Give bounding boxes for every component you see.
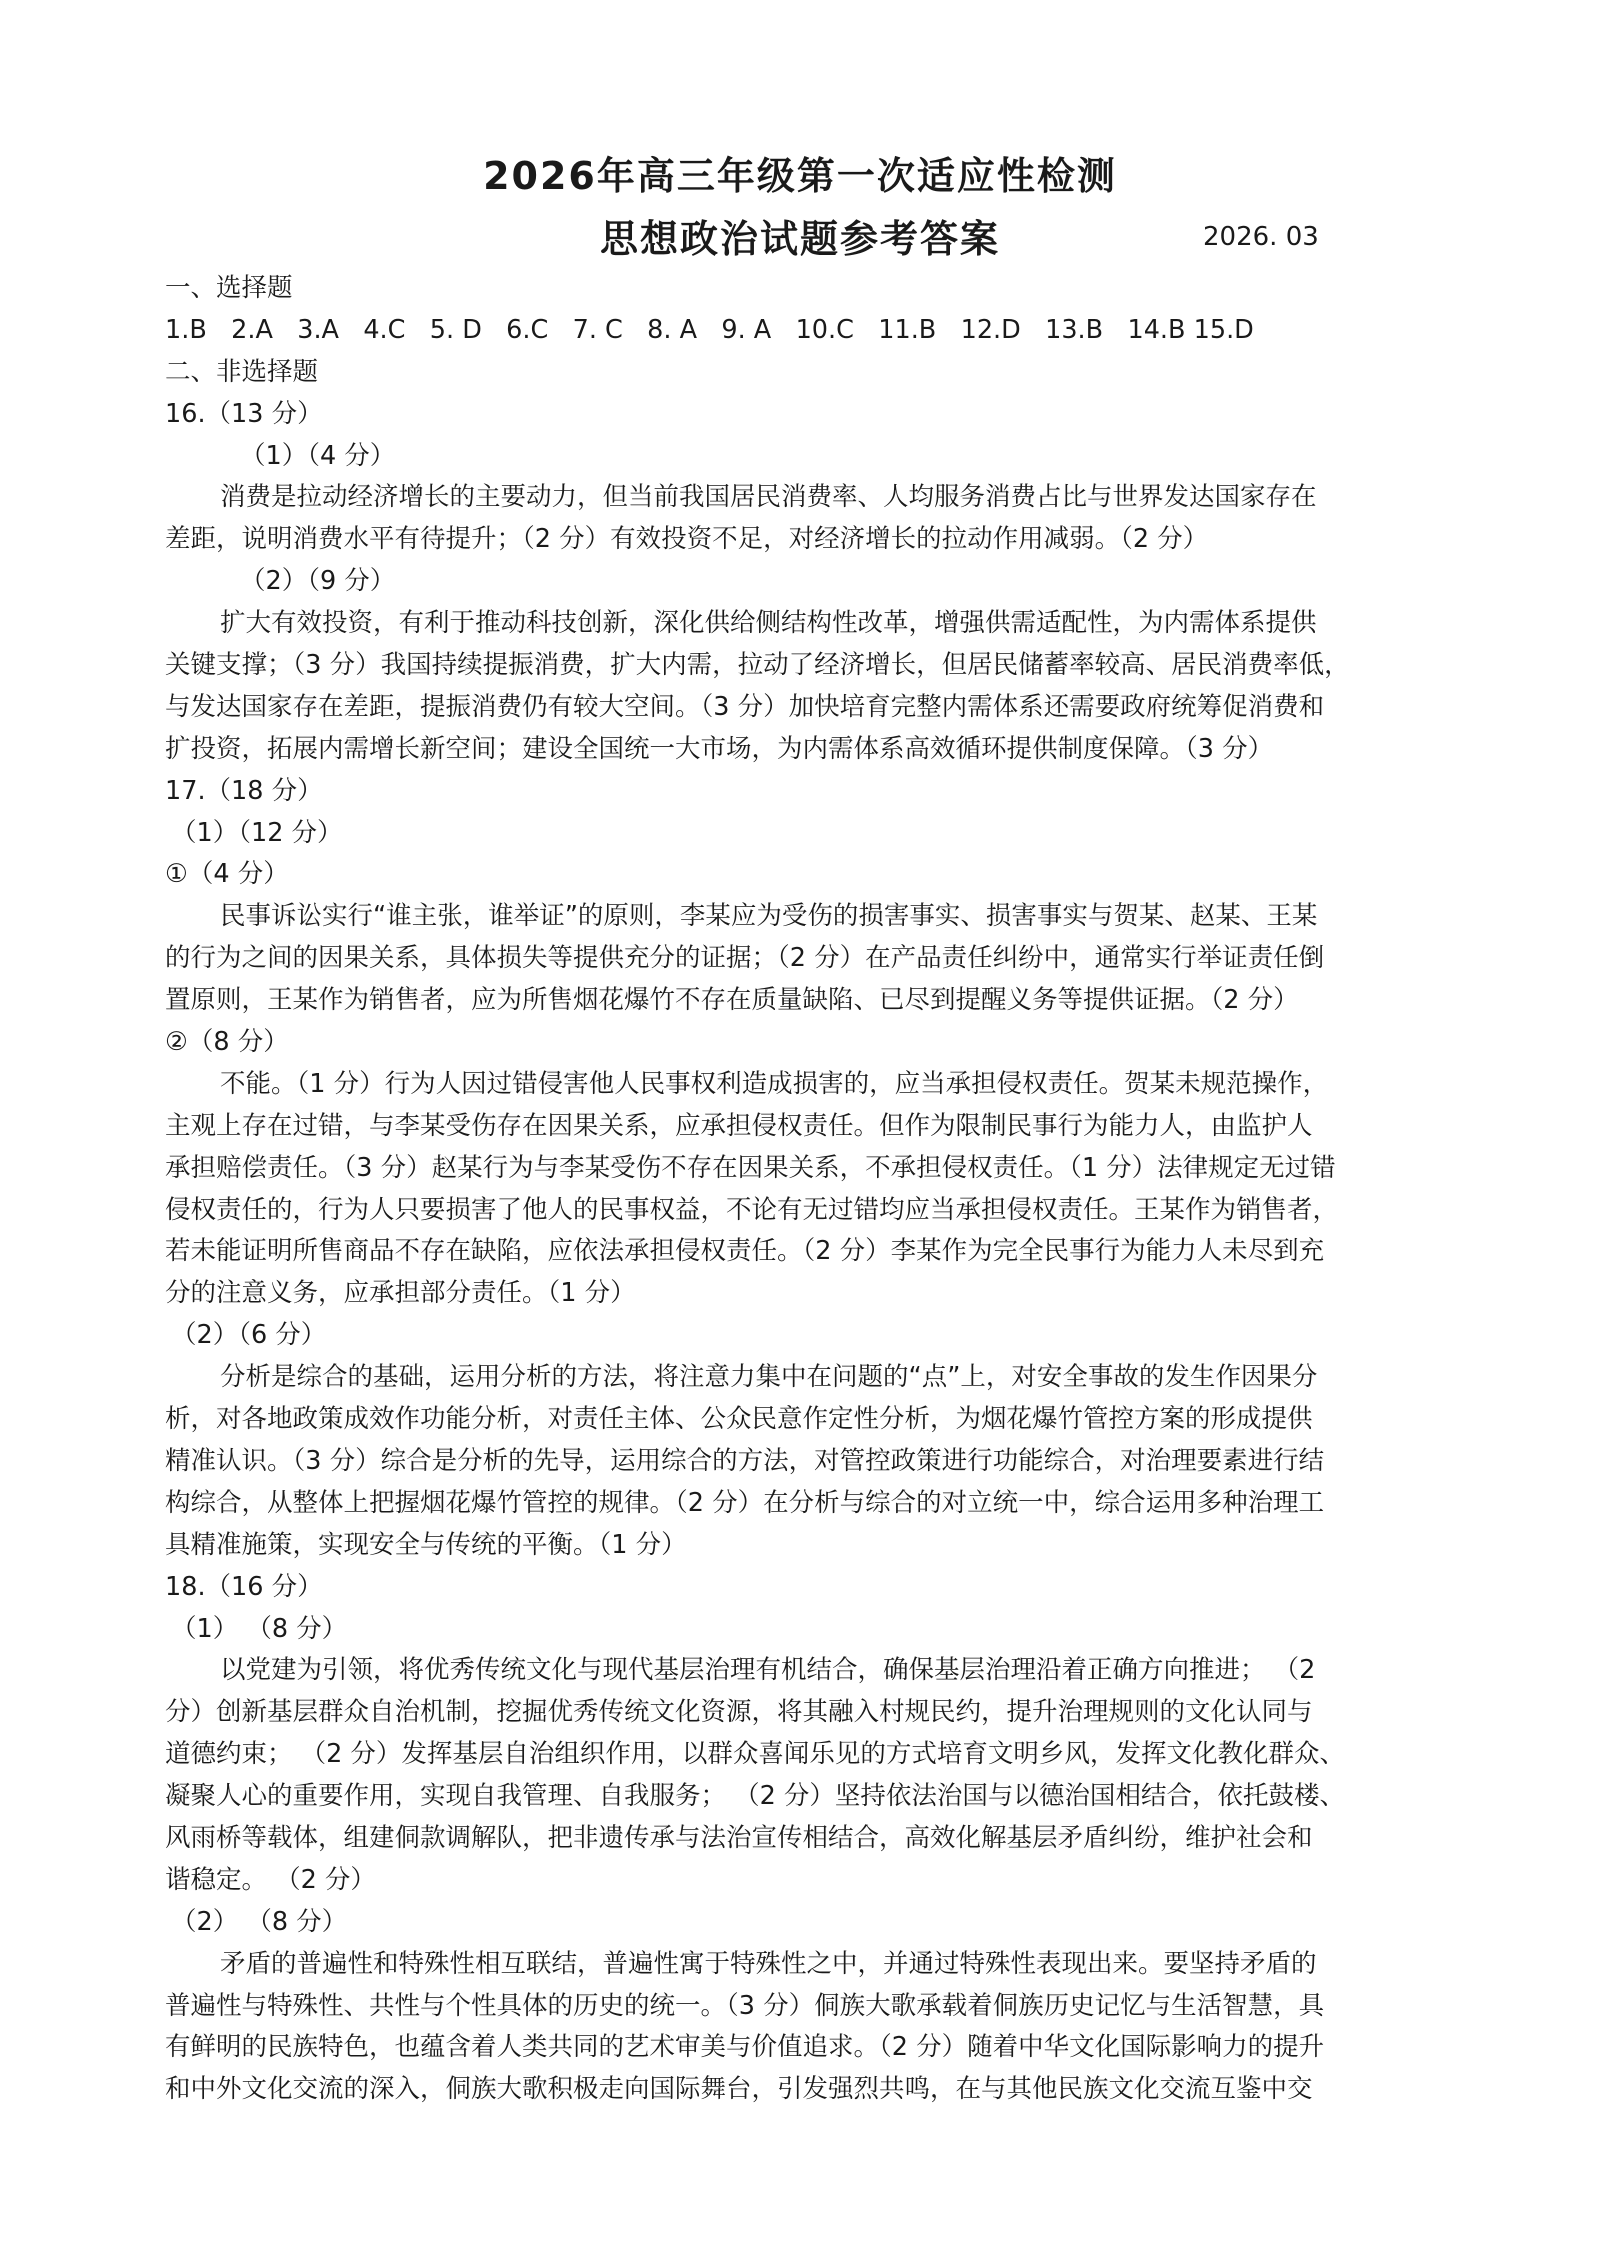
text-line: ②（8 分） <box>165 1027 289 1058</box>
text-line: 分）创新基层群众自治机制，挖掘优秀传统文化资源，将其融入村规民约，提升治理规则的文化认同与 <box>165 1697 1313 1728</box>
text-line: 17.（18 分） <box>165 775 323 806</box>
text-line: 扩投资，拓展内需增长新空间；建设全国统一大市场，为内需体系高效循环提供制度保障。（3 分） <box>165 733 1274 764</box>
text-line: （1） （8 分） <box>171 1613 348 1644</box>
text-line: 一、选择题 <box>165 273 293 303</box>
text-line: （2）（9 分） <box>240 566 396 597</box>
text-line: 若未能证明所售商品不存在缺陷，应依法承担侵权责任。（2 分）李某作为完全民事行为能力人未尽到充 <box>165 1236 1325 1267</box>
text-line: 扩大有效投资，有利于推动科技创新，深化供给侧结构性改革，增强供需适配性，为内需体系提供 <box>220 608 1317 639</box>
text-line: 18.（16 分） <box>165 1571 323 1602</box>
text-line: 精准认识。（3 分）综合是分析的先导，运用综合的方法，对管控政策进行功能综合，对治理要素进行结 <box>165 1445 1325 1476</box>
text-line: 和中外文化交流的深入，侗族大歌积极走向国际舞台，引发强烈共鸣，在与其他民族文化交流互鉴中交 <box>165 2074 1313 2105</box>
text-line: 关键支撑；（3 分）我国持续提振消费，扩大内需，拉动了经济增长，但居民储蓄率较高、居民消费率低， <box>165 650 1350 681</box>
text-line: 风雨桥等载体，组建侗款调解队，把非遗传承与法治宣传相结合，高效化解基层矛盾纠纷，维护社会和 <box>165 1822 1313 1853</box>
document-subtitle: 思想政治试题参考答案 <box>599 217 1000 261</box>
text-line: 二、非选择题 <box>165 356 319 387</box>
text-line: 差距，说明消费水平有待提升；（2 分）有效投资不足，对经济增长的拉动作用减弱。（2 分） <box>165 524 1209 555</box>
text-line: （1）（4 分） <box>240 440 396 471</box>
text-line: 侵权责任的，行为人只要损害了他人的民事权益，不论有无过错均应当承担侵权责任。王某作为销售者， <box>165 1194 1339 1225</box>
text-line: 16.（13 分） <box>165 398 323 429</box>
text-line: 消费是拉动经济增长的主要动力，但当前我国居民消费率、人均服务消费占比与世界发达国家存在 <box>220 482 1317 513</box>
text-line: 1.B 2.A 3.A 4.C 5. D 6.C 7. C 8. A 9. A 10.C 11.B 12.D 13.B 14.B 15.D <box>165 314 1254 345</box>
text-line: 分的注意义务，应承担部分责任。（1 分） <box>165 1278 636 1309</box>
text-line: 谐稳定。 （2 分） <box>165 1864 376 1895</box>
text-line: 具精准施策，实现安全与传统的平衡。（1 分） <box>165 1529 687 1560</box>
text-line: 析，对各地政策成效作功能分析，对责任主体、公众民意作定性分析，为烟花爆竹管控方案的形成提供 <box>165 1404 1313 1435</box>
text-line: 分析是综合的基础，运用分析的方法，将注意力集中在问题的“点”上，对安全事故的发生作因果分 <box>220 1362 1318 1393</box>
text-line: 民事诉讼实行“谁主张，谁举证”的原则，李某应为受伤的损害事实、损害事实与贺某、赵某、王某 <box>220 901 1318 932</box>
text-line: 与发达国家存在差距，提振消费仍有较大空间。（3 分）加快培育完整内需体系还需要政府统筹促消费和 <box>165 691 1325 722</box>
text-line: 凝聚人心的重要作用，实现自我管理、自我服务； （2 分）坚持依法治国与以德治国相结合，依托鼓楼、 <box>165 1781 1345 1812</box>
answer-content <box>165 268 1455 2111</box>
text-line: （1）（12 分） <box>171 817 343 848</box>
text-line: 道德约束； （2 分）发挥基层自治组织作用，以群众喜闻乐见的方式培育文明乡风，发挥文化教化群众、 <box>165 1739 1345 1770</box>
text-line: 矛盾的普遍性和特殊性相互联结，普遍性寓于特殊性之中，并通过特殊性表现出来。要坚持矛盾的 <box>220 1948 1317 1979</box>
document-title: 2026年高三年级第一次适应性检测 <box>483 154 1117 198</box>
text-line: 有鲜明的民族特色，也蕴含着人类共同的艺术审美与价值追求。（2 分）随着中华文化国际影响力的提升 <box>165 2032 1325 2063</box>
text-line: 构综合，从整体上把握烟花爆竹管控的规律。（2 分）在分析与综合的对立统一中，综合运用多种治理工 <box>165 1487 1325 1518</box>
text-line: ①（4 分） <box>165 859 289 890</box>
text-line: （2） （8 分） <box>171 1906 348 1937</box>
text-line: 主观上存在过错，与李某受伤存在因果关系，应承担侵权责任。但作为限制民事行为能力人，由监护人 <box>165 1110 1313 1141</box>
text-line: 不能。（1 分）行为人因过错侵害他人民事权利造成损害的，应当承担侵权责任。贺某未规范操作， <box>220 1068 1329 1099</box>
text-line: 的行为之间的因果关系，具体损失等提供充分的证据；（2 分）在产品责任纠纷中，通常实行举证责任倒 <box>165 943 1325 974</box>
document-date: 2026. 03 <box>1203 222 1319 252</box>
text-line: 承担赔偿责任。（3 分）赵某行为与李某受伤不存在因果关系，不承担侵权责任。（1 分）法律规定无过错 <box>165 1152 1336 1183</box>
text-line: 置原则，王某作为销售者，应为所售烟花爆竹不存在质量缺陷、已尽到提醒义务等提供证据。（2 分） <box>165 985 1299 1016</box>
text-line: 普遍性与特殊性、共性与个性具体的历史的统一。（3 分）侗族大歌承载着侗族历史记忆与生活智慧，具 <box>165 1990 1325 2021</box>
text-line: 以党建为引领，将优秀传统文化与现代基层治理有机结合，确保基层治理沿着正确方向推进； （2 <box>220 1655 1316 1686</box>
text-line: （2）（6 分） <box>171 1320 327 1351</box>
